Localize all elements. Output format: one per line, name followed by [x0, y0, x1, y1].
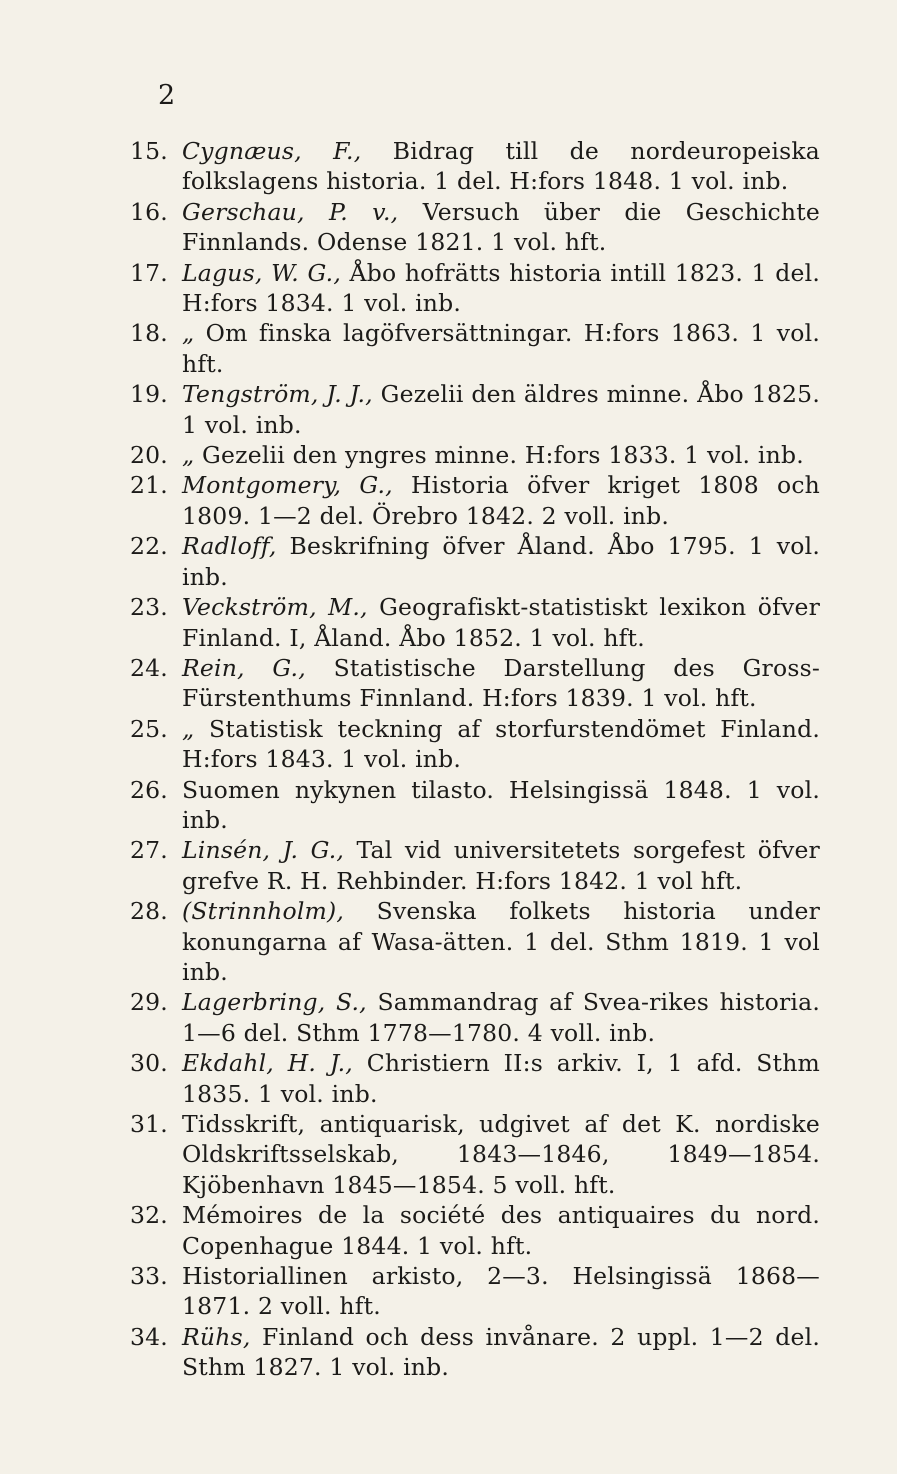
entry-author: Radloff,: [182, 532, 277, 561]
catalog-entry: [130, 1048, 820, 1109]
entry-text: Tidsskrift, antiquarisk, udgivet af det K. nordiske Oldskriftsselskab, 1843—1846, 1849—1854. Kjöbenhavn 1845—1854. 5 voll. hft.: [182, 1110, 820, 1199]
catalog-entry: [130, 470, 820, 531]
catalog-entry: [130, 835, 820, 896]
entry-text: Versuch über die Geschichte Finnlands. Odense 1821. 1 vol. hft.: [182, 197, 820, 257]
entry-number: 22.: [130, 532, 168, 561]
entry-number: 21.: [130, 471, 168, 500]
entry-author: Veckström, M.,: [182, 593, 368, 622]
entry-author: Linsén, J. G.,: [182, 836, 345, 865]
entry-text: Historia öfver kriget 1808 och 1809. 1—2 del. Örebro 1842. 2 voll. inb.: [182, 471, 821, 530]
entry-text: Christiern II:s arkiv. I, 1 afd. Sthm 1835. 1 vol. inb.: [182, 1049, 821, 1108]
catalog-entry: [130, 1261, 820, 1322]
entry-number: 28.: [130, 897, 168, 926]
entry-number: 16.: [130, 197, 168, 226]
entry-text: Suomen nykynen tilasto. Helsingissä 1848. 1 vol. inb.: [182, 775, 820, 834]
entry-number: 15.: [130, 137, 168, 165]
catalog-entry: [130, 440, 820, 470]
catalog-entry: [130, 197, 820, 258]
catalog-entry: [130, 653, 820, 714]
entry-author: „: [182, 714, 195, 743]
entry-number: 32.: [130, 1201, 168, 1230]
entry-text: Om finska lagöfversättningar. H:fors 1863. 1 vol. hft.: [182, 319, 820, 378]
entry-number: 29.: [130, 988, 168, 1017]
entry-number: 30.: [130, 1049, 168, 1078]
entry-author: (Strinnholm),: [182, 897, 345, 926]
catalog-entry: [130, 775, 820, 836]
entry-text: Åbo hofrätts historia intill 1823. 1 del. H:fors 1834. 1 vol. inb.: [182, 258, 820, 318]
entry-number: 24.: [130, 653, 168, 682]
catalog-entry: [130, 531, 820, 592]
catalog-entry: [130, 318, 820, 379]
entry-number: 27.: [130, 836, 168, 865]
catalog-entry: [130, 1322, 820, 1383]
entry-text: Svenska folkets historia under konungarna af Wasa-ätten. 1 del. Sthm 1819. 1 vol inb.: [182, 897, 821, 986]
catalog-entry: [130, 1200, 820, 1261]
entry-number: 34.: [130, 1322, 168, 1351]
catalog-entry-list: [130, 136, 820, 1383]
entry-author: Rühs,: [182, 1322, 251, 1351]
entry-text: Gezelii den yngres minne. H:fors 1833. 1 vol. inb.: [202, 441, 804, 470]
entry-text: Tal vid universitetets sorgefest öfver grefve R. H. Rehbinder. H:fors 1842. 1 vol hft.: [182, 836, 820, 895]
entry-text: Gezelii den äldres minne. Åbo 1825. 1 vol. inb.: [182, 380, 821, 439]
entry-number: 25.: [130, 714, 168, 743]
catalog-entry: [130, 592, 820, 653]
entry-number: 23.: [130, 593, 168, 622]
entry-number: 20.: [130, 441, 168, 470]
entry-number: 33.: [130, 1262, 168, 1291]
catalog-entry: [130, 258, 820, 319]
entry-number: 18.: [130, 319, 168, 348]
entry-author: „: [182, 319, 195, 348]
catalog-entry: [130, 896, 820, 987]
entry-text: Sammandrag af Svea-rikes historia. 1—6 del. Sthm 1778—1780. 4 voll. inb.: [182, 988, 820, 1047]
page-number: 2: [158, 80, 176, 111]
entry-author: Gerschau, P. v.,: [182, 197, 399, 226]
catalog-entry: [130, 714, 820, 775]
entry-author: Tengström, J. J.,: [182, 380, 373, 409]
entry-text: Finland och dess invånare. 2 uppl. 1—2 del. Sthm 1827. 1 vol. inb.: [182, 1322, 820, 1382]
catalog-entry: [130, 987, 820, 1048]
entry-author: Ekdahl, H. J.,: [182, 1049, 353, 1078]
catalog-entry: [130, 379, 820, 440]
catalog-entry: [130, 136, 820, 197]
entry-number: 26.: [130, 775, 168, 804]
entry-author: Montgomery, G.,: [182, 471, 393, 500]
entry-text: Statistisk teckning af storfurstendömet Finland. H:fors 1843. 1 vol. inb.: [182, 714, 820, 774]
entry-number: 31.: [130, 1110, 168, 1138]
catalog-entry: [130, 1109, 820, 1200]
entry-text: Bidrag till de nordeuropeiska folkslagens historia. 1 del. H:fors 1848. 1 vol. inb.: [182, 137, 820, 196]
entry-text: Beskrifning öfver Åland. Åbo 1795. 1 vol. inb.: [182, 532, 820, 591]
entry-text: Historiallinen arkisto, 2—3. Helsingissä 1868—1871. 2 voll. hft.: [182, 1262, 820, 1321]
entry-author: „: [182, 441, 195, 470]
entry-text: Mémoires de la société des antiquaires du nord. Copenhague 1844. 1 vol. hft.: [182, 1201, 820, 1260]
entry-text: Geografiskt-statistiskt lexikon öfver Finland. I, Åland. Åbo 1852. 1 vol. hft.: [182, 593, 820, 652]
entry-author: Cygnæus, F.,: [182, 137, 362, 165]
entry-author: Rein, G.,: [182, 653, 306, 682]
entry-text: Statistische Darstellung des Gross-Fürstenthums Finnland. H:fors 1839. 1 vol. hft.: [182, 653, 820, 713]
entry-number: 17.: [130, 258, 168, 287]
entry-number: 19.: [130, 380, 168, 409]
entry-author: Lagerbring, S.,: [182, 988, 367, 1017]
entry-author: Lagus, W. G.,: [182, 258, 341, 287]
